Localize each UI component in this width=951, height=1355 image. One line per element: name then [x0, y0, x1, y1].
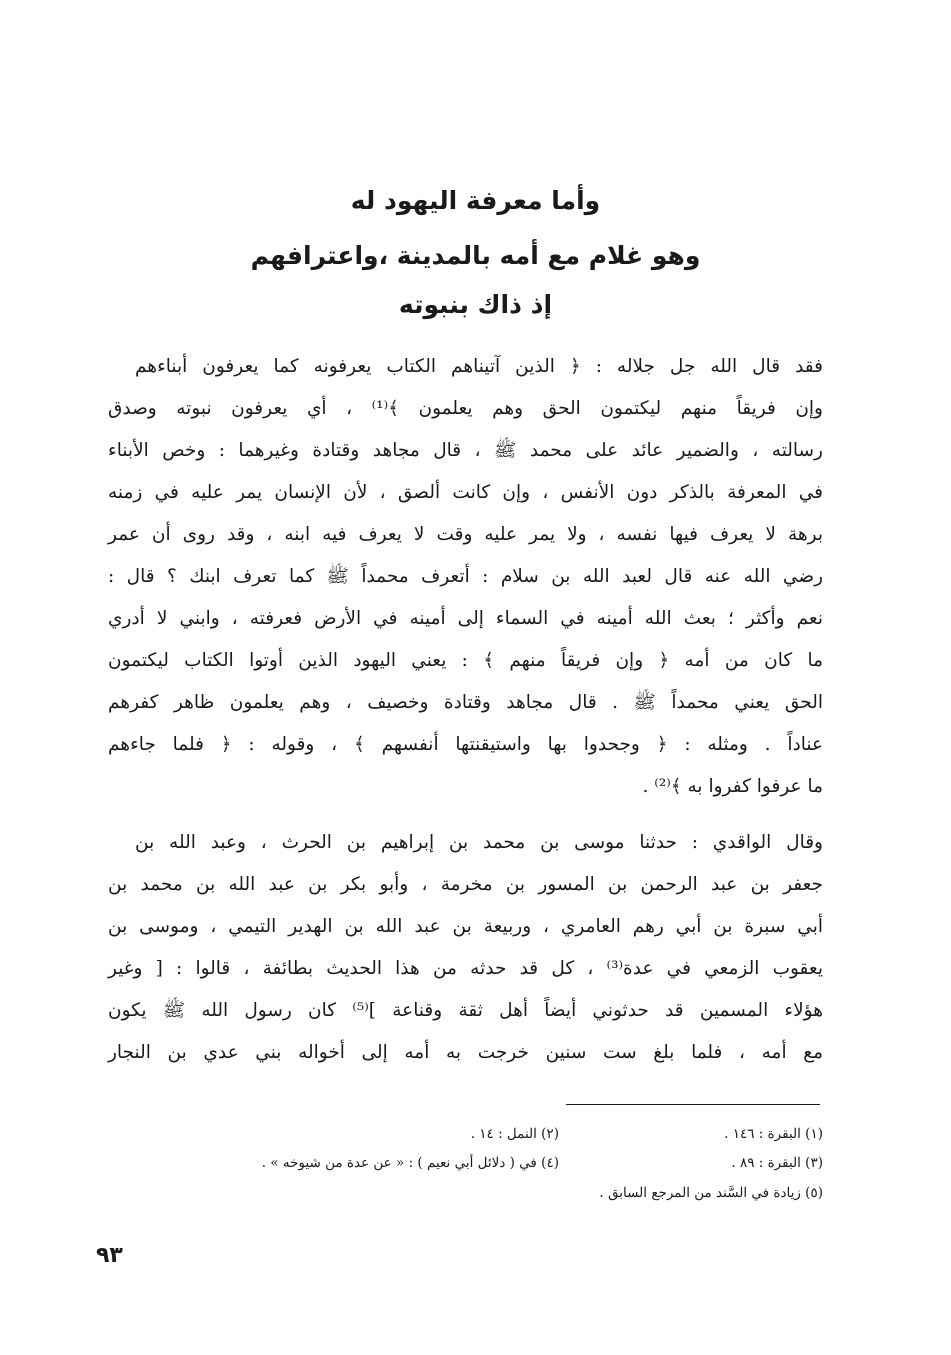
chapter-title-line-1: وأما معرفة اليهود له: [350, 186, 601, 215]
body-line: الحق يعني محمداً ﷺ . قال مجاهد وقتادة وخصيف ، وهم يعلمون ظاهر كفرهم: [108, 692, 823, 713]
footnote-2: (٢) النمل : ١٤ .: [470, 1126, 559, 1142]
body-line: ما كان من أمه ﴿ وإن فريقاً منهم ﴾ : يعني اليهود الذين أوتوا الكتاب ليكتمون: [108, 650, 823, 671]
body-line: فقد قال الله جل جلاله : ﴿ الذين آتيناهم الكتاب يعرفونه كما يعرفون أبناءهم: [135, 356, 823, 377]
body-line: يعقوب الزمعي في عدة⁽³⁾ ، كل قد حدثه من هذا الحديث بطائفة ، قالوا : [ وغير: [108, 958, 823, 979]
body-line: برهة لا يعرف فيها نفسه ، ولا يمر عليه وقت لا يعرف فيه ابنه ، وقد روى أن عمر: [108, 524, 823, 545]
chapter-title-line-3: إذ ذاك بنبوته: [398, 290, 553, 319]
footnote-4: (٤) في ( دلائل أبي نعيم ) : « عن عدة من شيوخه » .: [261, 1155, 559, 1171]
body-line: جعفر بن عبد الرحمن بن المسور بن مخرمة ، وأبو بكر بن عبد الله بن محمد بن: [108, 874, 823, 895]
footnote-1: (١) البقرة : ١٤٦ .: [724, 1126, 823, 1142]
body-line: في المعرفة بالذكر دون الأنفس ، وإن كانت ألصق ، لأن الإنسان يمر عليه في زمنه: [108, 482, 823, 503]
body-line: وإن فريقاً منهم ليكتمون الحق وهم يعلمون ﴾⁽¹⁾ ، أي يعرفون نبوته وصدق: [108, 398, 823, 419]
body-line: ما عرفوا كفروا به ﴾⁽²⁾ .: [642, 776, 823, 797]
footnote-5: (٥) زيادة في السَّند من المرجع السابق .: [599, 1185, 823, 1201]
body-line: هؤلاء المسمين قد حدثوني أيضاً أهل ثقة وقناعة ]⁽⁵⁾ كان رسول الله ﷺ يكون: [108, 1000, 823, 1021]
body-line: أبي سبرة بن أبي رهم العامري ، وربيعة بن عبد الله بن الهدير التيمي ، وموسى بن: [108, 916, 823, 937]
body-line: مع أمه ، فلما بلغ ست سنين خرجت به أمه إلى أخواله بني عدي بن النجار: [108, 1042, 823, 1063]
footnote-divider: [566, 1104, 820, 1105]
body-line: رسالته ، والضمير عائد على محمد ﷺ ، قال مجاهد وقتادة وغيرهما : وخص الأبناء: [108, 440, 823, 461]
body-line: نعم وأكثر ؛ بعث الله أمينه في السماء إلى أمينه في الأرض فعرفته ، وابني لا أدري: [108, 608, 823, 629]
chapter-title-line-2: وهو غلام مع أمه بالمدينة ،واعترافهم: [250, 241, 701, 270]
body-line: رضي الله عنه قال لعبد الله بن سلام : أتعرف محمداً ﷺ كما تعرف ابنك ؟ قال :: [108, 566, 823, 587]
footnote-3: (٣) البقرة : ٨٩ .: [731, 1155, 823, 1171]
page-number: ٩٣: [96, 1243, 123, 1268]
body-line: وقال الواقدي : حدثنا موسى بن محمد بن إبراهيم بن الحرث ، وعبد الله بن: [135, 832, 823, 853]
body-line: عناداً . ومثله : ﴿ وجحدوا بها واستيقنتها أنفسهم ﴾ ، وقوله : ﴿ فلما جاءهم: [108, 734, 823, 755]
